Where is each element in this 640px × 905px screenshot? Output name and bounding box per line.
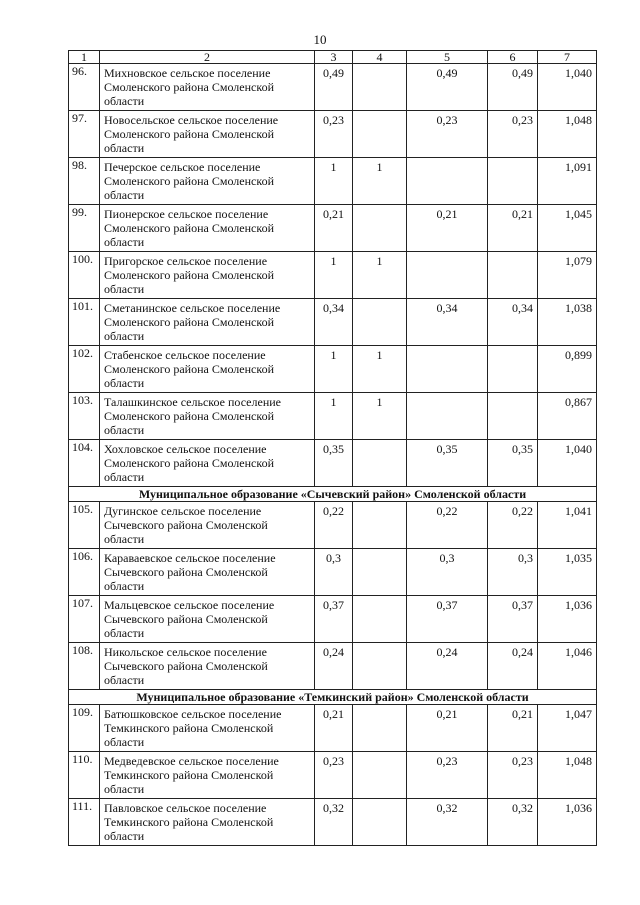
value-col-7: 0,899 — [538, 346, 597, 393]
settlement-name: Медведевское сельское поселение Темкинского района Смоленской области — [100, 752, 315, 799]
value-col-7: 1,038 — [538, 299, 597, 346]
row-number: 101. — [69, 299, 100, 346]
value-col-6: 0,37 — [488, 596, 538, 643]
table-body — [69, 64, 597, 846]
table-row — [69, 111, 597, 158]
value-col-3: 1 — [315, 252, 353, 299]
table-row — [69, 346, 597, 393]
value-col-4 — [353, 440, 407, 487]
settlement-name: Стабенское сельское поселение Смоленского района Смоленской области — [100, 346, 315, 393]
value-col-7: 1,036 — [538, 799, 597, 846]
value-col-4 — [353, 299, 407, 346]
value-col-4 — [353, 799, 407, 846]
value-col-5: 0,22 — [407, 502, 488, 549]
value-col-5: 0,49 — [407, 64, 488, 111]
section-header-row — [69, 690, 597, 705]
col-header: 2 — [100, 51, 315, 64]
table-row — [69, 643, 597, 690]
table-row — [69, 252, 597, 299]
value-col-7: 1,091 — [538, 158, 597, 205]
value-col-5: 0,23 — [407, 752, 488, 799]
row-number: 104. — [69, 440, 100, 487]
row-number: 100. — [69, 252, 100, 299]
value-col-7: 1,040 — [538, 64, 597, 111]
settlement-name: Мальцевское сельское поселение Сычевского района Смоленской области — [100, 596, 315, 643]
value-col-5: 0,3 — [407, 549, 488, 596]
settlement-name: Печерское сельское поселение Смоленского района Смоленской области — [100, 158, 315, 205]
settlement-name: Павловское сельское поселение Темкинского района Смоленской области — [100, 799, 315, 846]
value-col-5 — [407, 393, 488, 440]
table-row — [69, 205, 597, 252]
row-number: 107. — [69, 596, 100, 643]
table-row — [69, 705, 597, 752]
value-col-4 — [353, 752, 407, 799]
value-col-5: 0,32 — [407, 799, 488, 846]
row-number: 106. — [69, 549, 100, 596]
value-col-5: 0,24 — [407, 643, 488, 690]
value-col-3: 0,22 — [315, 502, 353, 549]
table-row — [69, 752, 597, 799]
data-table — [68, 50, 597, 846]
value-col-4 — [353, 549, 407, 596]
value-col-7: 0,867 — [538, 393, 597, 440]
value-col-3: 0,24 — [315, 643, 353, 690]
value-col-6: 0,21 — [488, 205, 538, 252]
value-col-6 — [488, 252, 538, 299]
value-col-6: 0,35 — [488, 440, 538, 487]
value-col-5: 0,34 — [407, 299, 488, 346]
value-col-5: 0,35 — [407, 440, 488, 487]
settlement-name: Хохловское сельское поселение Смоленского района Смоленской области — [100, 440, 315, 487]
value-col-7: 1,047 — [538, 705, 597, 752]
value-col-6: 0,34 — [488, 299, 538, 346]
value-col-5: 0,21 — [407, 205, 488, 252]
col-header: 3 — [315, 51, 353, 64]
row-number: 102. — [69, 346, 100, 393]
col-header: 4 — [353, 51, 407, 64]
value-col-3: 0,32 — [315, 799, 353, 846]
row-number: 108. — [69, 643, 100, 690]
settlement-name: Талашкинское сельское поселение Смоленского района Смоленской области — [100, 393, 315, 440]
row-number: 103. — [69, 393, 100, 440]
value-col-3: 0,3 — [315, 549, 353, 596]
value-col-7: 1,045 — [538, 205, 597, 252]
value-col-7: 1,079 — [538, 252, 597, 299]
value-col-4: 1 — [353, 252, 407, 299]
value-col-4 — [353, 643, 407, 690]
value-col-7: 1,046 — [538, 643, 597, 690]
value-col-7: 1,048 — [538, 752, 597, 799]
value-col-3: 1 — [315, 346, 353, 393]
table-row — [69, 440, 597, 487]
value-col-4 — [353, 111, 407, 158]
settlement-name: Михновское сельское поселение Смоленского района Смоленской области — [100, 64, 315, 111]
col-header: 5 — [407, 51, 488, 64]
table-row — [69, 393, 597, 440]
row-number: 97. — [69, 111, 100, 158]
col-header: 7 — [538, 51, 597, 64]
section-title: Муниципальное образование «Сычевский район» Смоленской области — [69, 487, 597, 502]
section-header-row — [69, 487, 597, 502]
value-col-6 — [488, 346, 538, 393]
settlement-name: Новосельское сельское поселение Смоленского района Смоленской области — [100, 111, 315, 158]
value-col-7: 1,036 — [538, 596, 597, 643]
value-col-3: 1 — [315, 158, 353, 205]
settlement-name: Пригорское сельское поселение Смоленского района Смоленской области — [100, 252, 315, 299]
row-number: 96. — [69, 64, 100, 111]
row-number: 110. — [69, 752, 100, 799]
value-col-6: 0,23 — [488, 111, 538, 158]
section-title: Муниципальное образование «Темкинский район» Смоленской области — [69, 690, 597, 705]
value-col-3: 0,49 — [315, 64, 353, 111]
value-col-5: 0,21 — [407, 705, 488, 752]
value-col-7: 1,041 — [538, 502, 597, 549]
value-col-5: 0,23 — [407, 111, 488, 158]
settlement-name: Караваевское сельское поселение Сычевского района Смоленской области — [100, 549, 315, 596]
value-col-4: 1 — [353, 346, 407, 393]
value-col-6: 0,49 — [488, 64, 538, 111]
value-col-4: 1 — [353, 393, 407, 440]
row-number: 111. — [69, 799, 100, 846]
value-col-4 — [353, 596, 407, 643]
page-number: 10 — [313, 32, 327, 47]
value-col-6: 0,21 — [488, 705, 538, 752]
value-col-3: 0,21 — [315, 705, 353, 752]
value-col-5 — [407, 346, 488, 393]
value-col-3: 0,23 — [315, 111, 353, 158]
value-col-5: 0,37 — [407, 596, 488, 643]
table-row — [69, 299, 597, 346]
table-row — [69, 549, 597, 596]
row-number: 98. — [69, 158, 100, 205]
row-number: 109. — [69, 705, 100, 752]
header-row — [69, 51, 597, 64]
value-col-6: 0,32 — [488, 799, 538, 846]
settlement-name: Никольское сельское поселение Сычевского района Смоленской области — [100, 643, 315, 690]
value-col-4: 1 — [353, 158, 407, 205]
table-row — [69, 799, 597, 846]
value-col-6 — [488, 158, 538, 205]
value-col-6: 0,24 — [488, 643, 538, 690]
col-header: 6 — [488, 51, 538, 64]
row-number: 105. — [69, 502, 100, 549]
value-col-5 — [407, 252, 488, 299]
value-col-4 — [353, 705, 407, 752]
settlement-name: Пионерское сельское поселение Смоленского района Смоленской области — [100, 205, 315, 252]
value-col-4 — [353, 205, 407, 252]
value-col-7: 1,040 — [538, 440, 597, 487]
settlement-name: Дугинское сельское поселение Сычевского района Смоленской области — [100, 502, 315, 549]
value-col-6 — [488, 393, 538, 440]
row-number: 99. — [69, 205, 100, 252]
value-col-6: 0,23 — [488, 752, 538, 799]
value-col-3: 0,34 — [315, 299, 353, 346]
value-col-6: 0,22 — [488, 502, 538, 549]
col-header: 1 — [69, 51, 100, 64]
value-col-5 — [407, 158, 488, 205]
value-col-4 — [353, 502, 407, 549]
value-col-6: 0,3 — [488, 549, 538, 596]
settlement-name: Сметанинское сельское поселение Смоленского района Смоленской области — [100, 299, 315, 346]
value-col-3: 0,35 — [315, 440, 353, 487]
table-row — [69, 502, 597, 549]
value-col-7: 1,048 — [538, 111, 597, 158]
value-col-4 — [353, 64, 407, 111]
value-col-3: 0,23 — [315, 752, 353, 799]
value-col-3: 1 — [315, 393, 353, 440]
value-col-3: 0,21 — [315, 205, 353, 252]
settlement-name: Батюшковское сельское поселение Темкинского района Смоленской области — [100, 705, 315, 752]
value-col-7: 1,035 — [538, 549, 597, 596]
table-row — [69, 596, 597, 643]
value-col-3: 0,37 — [315, 596, 353, 643]
table-row — [69, 64, 597, 111]
table-row — [69, 158, 597, 205]
